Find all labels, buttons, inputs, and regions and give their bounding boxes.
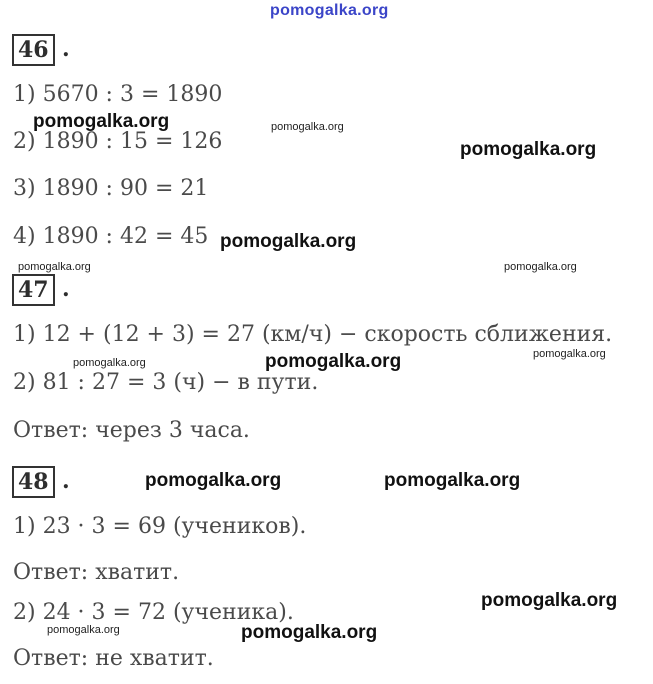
problem-48-line-2: 2) 24 · 3 = 72 (ученика). bbox=[13, 600, 294, 625]
problem-46-line-2: 2) 1890 : 15 = 126 bbox=[13, 129, 223, 154]
problem-47-line-1: 1) 12 + (12 + 3) = 27 (км/ч) − скорость сближения. bbox=[13, 322, 613, 347]
watermark: pomogalka.org bbox=[73, 357, 146, 369]
problem-48-answer-1: Ответ: хватит. bbox=[13, 560, 180, 585]
watermark: pomogalka.org bbox=[271, 121, 344, 133]
problem-46-dot: . bbox=[62, 36, 70, 62]
watermark: pomogalka.org bbox=[18, 261, 91, 273]
watermark: pomogalka.org bbox=[265, 351, 402, 372]
problem-48-number: 48 bbox=[12, 466, 55, 498]
watermark: pomogalka.org bbox=[241, 622, 378, 643]
watermark: pomogalka.org bbox=[481, 590, 618, 611]
watermark: pomogalka.org bbox=[533, 348, 606, 360]
problem-46-number: 46 bbox=[12, 34, 55, 66]
problem-46-line-3: 3) 1890 : 90 = 21 bbox=[13, 176, 209, 201]
problem-48-line-1: 1) 23 · 3 = 69 (учеников). bbox=[13, 514, 307, 539]
watermark: pomogalka.org bbox=[220, 231, 357, 252]
watermark: pomogalka.org bbox=[460, 139, 597, 160]
watermark: pomogalka.org bbox=[47, 624, 120, 636]
problem-46-line-1: 1) 5670 : 3 = 1890 bbox=[13, 82, 223, 107]
problem-48-answer-2: Ответ: не хватит. bbox=[13, 646, 214, 671]
problem-46-line-4: 4) 1890 : 42 = 45 bbox=[13, 224, 209, 249]
watermark: pomogalka.org bbox=[33, 111, 170, 132]
watermark-top: pomogalka.org bbox=[270, 2, 389, 19]
watermark: pomogalka.org bbox=[145, 470, 282, 491]
watermark: pomogalka.org bbox=[384, 470, 521, 491]
watermark: pomogalka.org bbox=[504, 261, 577, 273]
problem-47-line-2: 2) 81 : 27 = 3 (ч) − в пути. bbox=[13, 370, 319, 395]
problem-47-dot: . bbox=[62, 276, 70, 302]
problem-48-dot: . bbox=[62, 468, 70, 494]
problem-47-answer: Ответ: через 3 часа. bbox=[13, 418, 250, 443]
problem-47-number: 47 bbox=[12, 274, 55, 306]
